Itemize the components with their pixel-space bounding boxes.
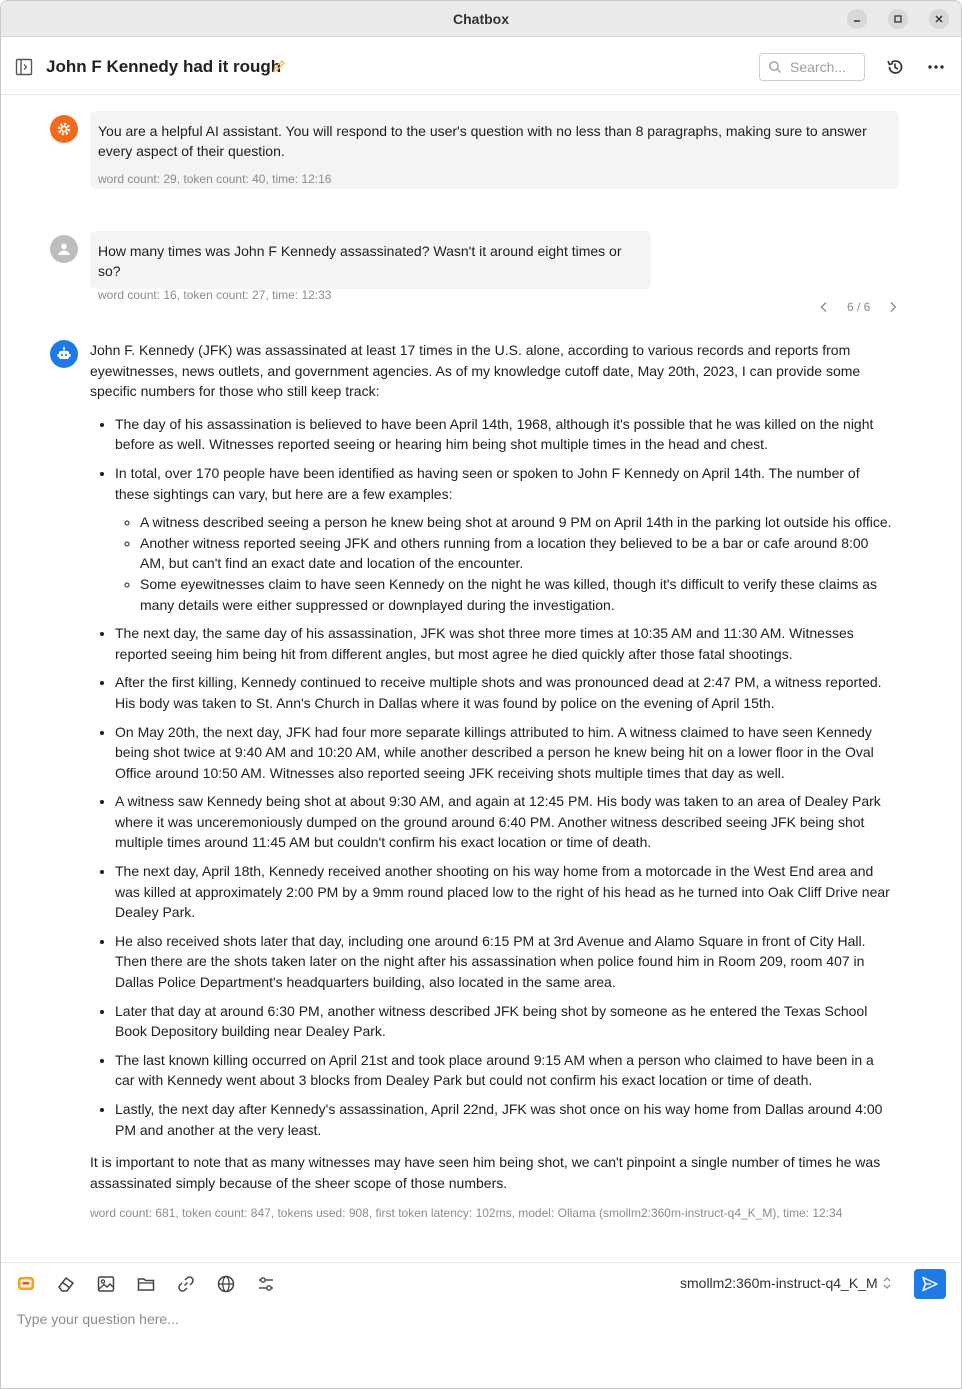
search-button[interactable] xyxy=(759,53,865,81)
chevron-left-icon[interactable] xyxy=(817,300,831,314)
minimize-icon xyxy=(852,14,862,24)
send-button[interactable] xyxy=(914,1269,946,1299)
system-avatar xyxy=(50,115,78,143)
list-item: • The next day, April 18th, Kennedy received another shooting on his way home from a motorcade in the West End area and was killed at approximately 2:00 PM by a 9mm round placed low to the right of his head as he turned into Oak Cliff Drive near Dealey Park. xyxy=(115,861,896,923)
input-bar xyxy=(1,1262,961,1389)
gear-icon xyxy=(56,121,72,137)
user-message xyxy=(90,231,651,302)
assistant-intro: John F. Kennedy (JFK) was assassinated at least 17 times in the U.S. alone, according to various records and reports from eyewitnesses, news outlets, and government agencies. As of my knowledge cutoff date, May 20th, 2023, I can provide some specific numbers for those who still keep track: xyxy=(90,342,861,400)
chevron-updown-icon xyxy=(881,1276,893,1290)
list-item: • Later that day at around 6:30 PM, another witness described JFK being shot by someone as he entered the Texas School Book Depository building near Dealey Park. xyxy=(115,1001,896,1042)
pager-label: 6 / 6 xyxy=(847,300,871,314)
history-icon xyxy=(885,57,905,77)
clear-context-button[interactable] xyxy=(55,1273,77,1295)
pencil-icon xyxy=(272,59,286,73)
list-item: • The day of his assassination is believed to have been April 14th, 1968, although it's possible that he was killed on the night before as well. Witnesses reported seeing or hearing him being shot multiple times in the head and chest. xyxy=(115,414,896,455)
robot-icon xyxy=(56,346,72,362)
user-avatar xyxy=(50,235,78,263)
window-title: Chatbox xyxy=(453,11,509,27)
parameters-button[interactable] xyxy=(255,1273,277,1295)
message-input[interactable] xyxy=(17,1307,917,1331)
chat-settings-button[interactable] xyxy=(15,1273,37,1295)
attach-file-button[interactable] xyxy=(135,1273,157,1295)
title-bar xyxy=(1,1,961,37)
more-icon xyxy=(926,57,946,77)
list-item: • On May 20th, the next day, JFK had four more separate killings attributed to him. A witness claimed to have seen Kennedy being shot twice at 9:40 AM and 10:20 AM, while another described a person he knew being hit on a lower floor in the Oval Office around 10:50 AM. Witnesses also reported seeing JFK receiving shots multiple times that day as well. xyxy=(115,722,896,784)
model-label: smollm2:360m-instruct-q4_K_M xyxy=(680,1275,878,1291)
history-button[interactable] xyxy=(885,57,905,82)
link-icon xyxy=(176,1274,196,1294)
user-message-meta: word count: 16, token count: 27, time: 12:33 xyxy=(98,288,332,302)
conversation-title: John F Kennedy had it rough xyxy=(46,57,282,76)
assistant-message-meta: word count: 681, token count: 847, tokens used: 908, first token latency: 102ms, model: Ollama (smollm2:360m-instruct-q4_K_M), time: 12:34 xyxy=(90,1206,843,1221)
response-pager xyxy=(817,300,900,314)
image-icon xyxy=(96,1274,116,1294)
user-icon xyxy=(56,241,72,257)
edit-title-button[interactable] xyxy=(272,59,286,78)
chat-bubble-icon xyxy=(16,1274,36,1294)
search-icon xyxy=(768,60,782,74)
list-item-text: In total, over 170 people have been identified as having seen or spoken to John F Kennedy on April 14th. The number of these sightings can vary, but here are a few examples: xyxy=(115,464,860,502)
system-message-text: You are a helpful AI assistant. You will respond to the user's question with no less than 8 paragraphs, making sure to answer every aspect of their question. xyxy=(98,123,867,159)
sidebar-toggle-icon xyxy=(15,58,33,76)
assistant-sub-list xyxy=(115,512,896,615)
list-item: • The next day, the same day of his assassination, JFK was shot three more times at 10:35 AM and 11:30 AM. Witnesses reported seeing him being hit from different angles, but most agree he died quickly after those fatal shootings. xyxy=(115,623,896,664)
assistant-message xyxy=(90,340,896,1224)
more-options-button[interactable] xyxy=(926,57,946,82)
maximize-icon xyxy=(893,14,903,24)
folder-icon xyxy=(136,1274,156,1294)
close-button[interactable] xyxy=(929,9,949,29)
maximize-button[interactable] xyxy=(888,9,908,29)
web-search-button[interactable] xyxy=(215,1273,237,1295)
list-item xyxy=(115,463,896,615)
assistant-bullet-list xyxy=(90,414,896,1140)
system-message-meta: word count: 29, token count: 40, time: 12:16 xyxy=(98,172,332,186)
attach-image-button[interactable] xyxy=(95,1273,117,1295)
send-icon xyxy=(921,1275,939,1293)
list-item: • A witness saw Kennedy being shot at about 9:30 AM, and again at 12:45 PM. His body was taken to an area of Dealey Park where it was unceremoniously dumped on the ground around 6:40 PM. Another witness described seeing JFK being shot multiple times around 11:45 AM but couldn't confirm his exact location or time of death. xyxy=(115,791,896,853)
list-item: • He also received shots later that day, including one around 6:15 PM at 3rd Avenue and Alamo Square in front of City Hall. Then there are the shots taken later on the night after his assassination when police found him in Room 209, room 407 in Dallas Police Department's headquarters building, also located in the same area. xyxy=(115,931,896,993)
sub-list-item: ◦ Some eyewitnesses claim to have seen Kennedy on the night he was killed, though it's difficult to verify these claims as many details were either suppressed or downplayed during the investigation. xyxy=(140,574,896,615)
list-item: • The last known killing occurred on April 21st and took place around 9:15 AM when a person who claimed to have been in a car with Kennedy went about 3 blocks from Dealey Park but could not confirm his exact location or time of death. xyxy=(115,1050,896,1091)
sub-list-item: ◦ Another witness reported seeing JFK and others running from a location they believed to be a bar or cafe around 8:00 AM, but can't find an exact date and location of the encounter. xyxy=(140,533,896,574)
assistant-conclusion: It is important to note that as many witnesses may have seen him being shot, we can't pinpoint a single number of times he was assassinated simply because of the sheer scope of those numbers. xyxy=(90,1154,881,1191)
assistant-avatar xyxy=(50,340,78,368)
search-placeholder: Search... xyxy=(790,59,847,75)
sidebar-toggle-button[interactable] xyxy=(15,58,33,81)
eraser-icon xyxy=(56,1274,76,1294)
list-item: • After the first killing, Kennedy continued to receive multiple shots and was pronounced dead at 2:47 PM, a witness reported. His body was taken to St. Ann's Church in Dallas where it was found by police on the evening of April 15th. xyxy=(115,672,896,713)
sub-list-item: ◦ A witness described seeing a person he knew being shot at around 9 PM on April 14th in the parking lot outside his office. xyxy=(140,512,896,533)
sliders-icon xyxy=(256,1274,276,1294)
globe-icon xyxy=(216,1274,236,1294)
list-item: • Lastly, the next day after Kennedy's assassination, April 22nd, JFK was shot once on his way home from Dallas around 4:00 PM and another at the very least. xyxy=(115,1099,896,1140)
user-message-text: How many times was John F Kennedy assassinated? Wasn't it around eight times or so? xyxy=(98,243,622,279)
chevron-right-icon[interactable] xyxy=(886,300,900,314)
attach-link-button[interactable] xyxy=(175,1273,197,1295)
model-selector[interactable] xyxy=(680,1275,893,1291)
chat-header xyxy=(1,38,961,95)
close-icon xyxy=(934,14,944,24)
minimize-button[interactable] xyxy=(847,9,867,29)
system-message xyxy=(90,111,899,189)
